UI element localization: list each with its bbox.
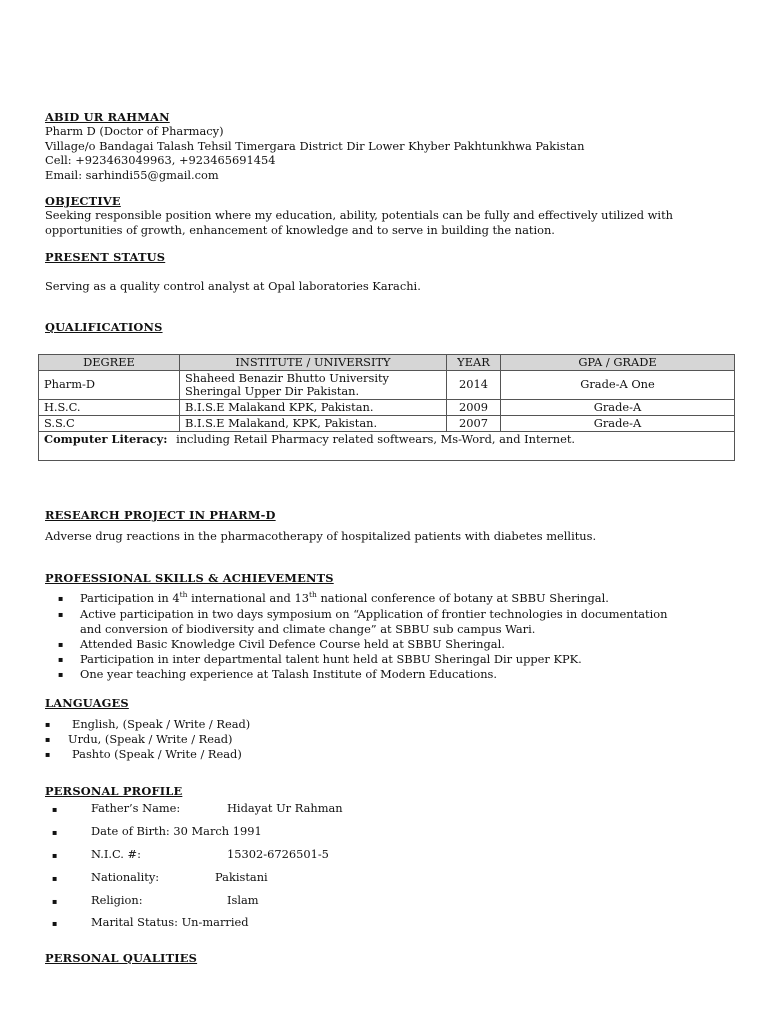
objective-heading: OBJECTIVE xyxy=(45,194,121,208)
religion-value: Islam xyxy=(227,893,259,907)
skill-item xyxy=(80,607,667,636)
personal-qualities-heading: PERSONAL QUALITIES xyxy=(45,951,198,965)
father-name-value: Hidayat Ur Rahman xyxy=(227,801,343,815)
institute-line: Shaheed Benazir Bhutto University xyxy=(185,370,389,385)
skill-text: and conversion of biodiversity and climate change” at SBBU sub campus Wari. xyxy=(80,621,536,636)
grade-cell: Grade-A xyxy=(501,415,735,431)
personal-profile-heading: PERSONAL PROFILE xyxy=(45,784,183,798)
table-header-row xyxy=(39,355,735,371)
bullet-icon: ▪ xyxy=(45,735,51,744)
table-row xyxy=(39,415,735,431)
skill-text: Participation in 4 xyxy=(80,591,180,605)
superscript: th xyxy=(308,590,317,600)
nic-label: N.I.C. #: xyxy=(91,847,141,861)
bullet-icon: ▪ xyxy=(52,851,58,860)
bullet-icon: ▪ xyxy=(58,610,64,619)
superscript: th xyxy=(179,590,188,600)
contact-block xyxy=(45,124,584,182)
institute-cell xyxy=(180,370,447,399)
bullet-icon: ▪ xyxy=(52,805,58,814)
skill-text: international and 13 xyxy=(187,591,309,605)
bullet-icon: ▪ xyxy=(52,828,58,837)
objective-line: Seeking responsible position where my education, ability, potentials can be fully and effectively utilized with xyxy=(45,208,673,222)
language-item: Urdu, (Speak / Write / Read) xyxy=(68,732,233,746)
research-heading: RESEARCH PROJECT IN PHARM-D xyxy=(45,508,276,522)
objective-line: opportunities of growth, enhancement of knowledge and to serve in building the nation. xyxy=(45,222,555,237)
email-line: Email: sarhindi55@gmail.com xyxy=(45,167,219,182)
marital-status: Marital Status: Un-married xyxy=(91,915,249,929)
skill-item xyxy=(80,591,609,606)
bullet-icon: ▪ xyxy=(52,919,58,928)
address-line: Village/o Bandagai Talash Tehsil Timergara District Dir Lower Khyber Pakhtunkhwa Pakistan xyxy=(45,138,585,153)
cell-line: Cell: +923463049963, +923465691454 xyxy=(45,153,276,167)
column-header: DEGREE xyxy=(39,355,180,371)
column-header: INSTITUTE / UNIVERSITY xyxy=(180,355,447,371)
qualifications-table xyxy=(38,354,735,461)
table-row xyxy=(39,370,735,399)
bullet-icon: ▪ xyxy=(45,750,51,759)
column-header: YEAR xyxy=(447,355,501,371)
computer-literacy-label: Computer Literacy: xyxy=(44,431,168,446)
date-of-birth: Date of Birth: 30 March 1991 xyxy=(91,824,262,838)
degree-cell: Pharm-D xyxy=(39,370,180,399)
nic-value: 15302-6726501-5 xyxy=(227,847,329,861)
institute-cell: B.I.S.E Malakand KPK, Pakistan. xyxy=(180,399,447,415)
bullet-icon: ▪ xyxy=(52,897,58,906)
languages-heading: LANGUAGES xyxy=(45,696,129,710)
language-item: Pashto (Speak / Write / Read) xyxy=(72,747,242,761)
grade-cell: Grade-A xyxy=(501,399,735,415)
column-header: GPA / GRADE xyxy=(501,355,735,371)
present-status-text: Serving as a quality control analyst at Opal laboratories Karachi. xyxy=(45,279,421,293)
institute-cell: B.I.S.E Malakand, KPK, Pakistan. xyxy=(180,415,447,431)
skill-text: national conference of botany at SBBU Sheringal. xyxy=(316,591,609,605)
nationality-label: Nationality: xyxy=(91,870,160,884)
nationality-value: Pakistani xyxy=(215,870,268,884)
year-cell: 2009 xyxy=(447,399,501,415)
research-text: Adverse drug reactions in the pharmacotherapy of hospitalized patients with diabetes mellitus. xyxy=(45,529,597,543)
year-cell: 2007 xyxy=(447,415,501,431)
bullet-icon: ▪ xyxy=(52,874,58,883)
bullet-icon: ▪ xyxy=(58,670,64,679)
skill-item: Participation in inter departmental talent hunt held at SBBU Sheringal Dir upper KPK. xyxy=(80,652,582,666)
bullet-icon: ▪ xyxy=(58,594,64,603)
qualifications-heading: QUALIFICATIONS xyxy=(45,320,163,334)
candidate-name: ABID UR RAHMAN xyxy=(45,110,170,124)
skill-item: Attended Basic Knowledge Civil Defence Course held at SBBU Sheringal. xyxy=(80,637,505,651)
bullet-icon: ▪ xyxy=(58,655,64,664)
skill-text: Active participation in two days symposium on “Application of frontier technologies in documentation xyxy=(80,607,668,621)
table-row xyxy=(39,431,735,460)
year-cell: 2014 xyxy=(447,370,501,399)
skill-item: One year teaching experience at Talash Institute of Modern Educations. xyxy=(80,667,498,681)
skills-heading: PROFESSIONAL SKILLS & ACHIEVEMENTS xyxy=(45,571,334,585)
bullet-icon: ▪ xyxy=(58,640,64,649)
father-name-label: Father’s Name: xyxy=(91,801,181,815)
grade-cell: Grade-A One xyxy=(501,370,735,399)
bullet-icon: ▪ xyxy=(45,720,51,729)
degree-line: Pharm D (Doctor of Pharmacy) xyxy=(45,124,224,138)
institute-line: Sheringal Upper Dir Pakistan. xyxy=(185,383,360,398)
degree-cell: H.S.C. xyxy=(39,399,180,415)
religion-label: Religion: xyxy=(91,893,143,907)
computer-literacy-text: including Retail Pharmacy related softwears, Ms-Word, and Internet. xyxy=(176,431,576,446)
computer-literacy-cell xyxy=(39,431,735,460)
objective-text xyxy=(45,208,673,237)
present-status-heading: PRESENT STATUS xyxy=(45,250,166,264)
language-item: English, (Speak / Write / Read) xyxy=(72,717,251,731)
table-row xyxy=(39,399,735,415)
degree-cell: S.S.C xyxy=(39,415,180,431)
